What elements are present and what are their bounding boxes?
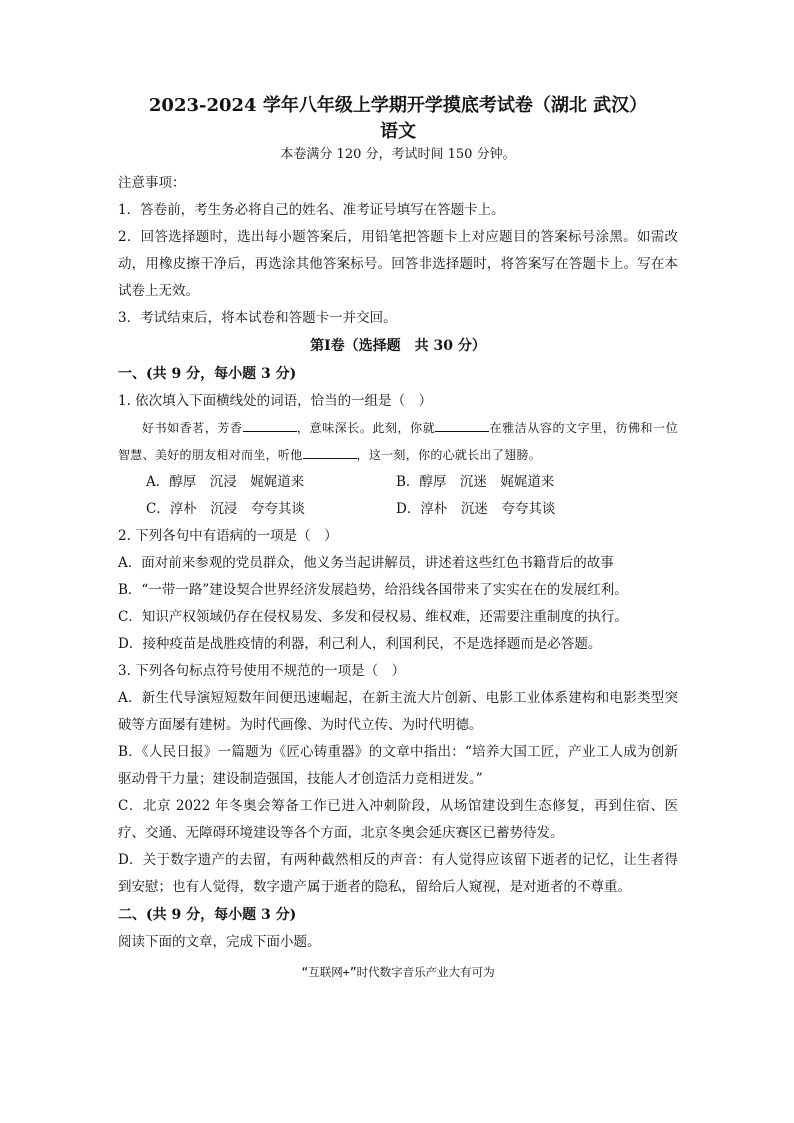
question-1-passage — [118, 415, 678, 469]
option-d: D．淳朴 沉迷 夸夸其谈 — [396, 501, 556, 517]
exam-page — [118, 94, 678, 986]
question-2-option-d: D．接种疫苗是战胜疫情的利器，利己利人，利国利民，不是选择题而是必答题。 — [118, 636, 602, 652]
part-2-instruction: 阅读下面的文章，完成下面小题。 — [118, 934, 321, 950]
notes-heading: 注意事项： — [118, 175, 186, 191]
passage-text: 好书如香茗，芳香 — [142, 421, 243, 435]
question-2-option-b: B．“一带一路”建设契合世界经济发展趋势，给沿线各国带来了实实在在的发展红利。 — [118, 582, 628, 598]
note-item-3: 3．考试结束后，将本试卷和答题卡一并交回。 — [118, 310, 397, 326]
question-3-option-a: A．新生代导演短短数年间便迅速崛起，在新主流大片创新、电影工业体系建构和电影类型突破等方面屡有建树。为时代画像、为时代立传、为时代明德。 — [118, 690, 678, 733]
option-b: B．醇厚 沉迷 娓娓道来 — [396, 474, 555, 490]
note-item-1: 1．答卷前，考生务必将自己的姓名、准考证号填写在答题卡上。 — [118, 202, 505, 218]
answer-blank-2 — [435, 419, 489, 432]
part-1-title: 一、(共 9 分，每小题 3 分) — [118, 366, 297, 382]
question-2-option-c: C．知识产权领域仍存在侵权易发、多发和侵权易、维权难，还需要注重制度的执行。 — [118, 609, 628, 625]
answer-blank-3 — [303, 446, 357, 459]
exam-subject: 语文 — [380, 121, 416, 142]
question-2-stem: 2. 下列各句中有语病的一项是（ ） — [118, 528, 338, 544]
answer-blank-1 — [243, 419, 297, 432]
question-3-option-b: B．《人民日报》一篇题为《匠心铸重器》的文章中指出：“培养大国工匠，产业工人成为创新驱动骨干力量；建设制造强国，技能人才创造活力竞相迸发。” — [118, 744, 678, 787]
question-1-options — [146, 469, 678, 523]
passage-text: ，意味深长。此刻，你就 — [296, 421, 436, 435]
question-3-option-d: D．关于数字遗产的去留，有两种截然相反的声音：有人觉得应该留下逝者的记忆，让生者得到安慰；也有人觉得，数字遗产属于逝者的隐私，留给后人窥视，是对逝者的不尊重。 — [118, 852, 678, 895]
note-item-2: 2．回答选择题时，选出每小题答案后，用铅笔把答题卡上对应题目的答案标号涂黑。如需改动，用橡皮擦干净后，再选涂其他答案标号。回答非选择题时，将答案写在答题卡上。写在本试卷上无效。 — [118, 229, 678, 299]
passage-text: ，这一刻，你的心就长出了翅膀。 — [356, 448, 542, 462]
option-c: C．淳朴 沉浸 夸夸其谈 — [146, 501, 305, 517]
exam-title: 2023-2024 学年八年级上学期开学摸底考试卷（湖北 武汉） — [148, 95, 648, 116]
question-3-stem: 3. 下列各句标点符号使用不规范的一项是（ ） — [118, 663, 406, 679]
passage-text: 在雅洁从容的文字里，彷佛和一位智慧、美好的朋友相对而坐，听他 — [118, 421, 678, 462]
option-a: A．醇厚 沉浸 娓娓道来 — [146, 474, 305, 490]
question-1-stem: 1. 依次填入下面横线处的词语，恰当的一组是（ ） — [118, 393, 433, 409]
question-2-option-a: A．面对前来参观的党员群众，他义务当起讲解员，讲述着这些红色书籍背后的故事 — [118, 555, 614, 571]
section-1-title: 第Ⅰ卷（选择题 共 30 分） — [310, 338, 486, 354]
exam-meta: 本卷满分 120 分，考试时间 150 分钟。 — [280, 147, 516, 162]
question-3-option-c: C．北京 2022 年冬奥会筹备工作已进入冲刺阶段，从场馆建设到生态修复，再到住宿、医疗、交通、无障碍环境建设等各个方面，北京冬奥会延庆赛区已蓄势待发。 — [118, 798, 678, 841]
article-title: “互联网+”时代数字音乐产业大有可为 — [301, 965, 495, 979]
part-2-title: 二、(共 9 分，每小题 3 分) — [118, 907, 297, 923]
